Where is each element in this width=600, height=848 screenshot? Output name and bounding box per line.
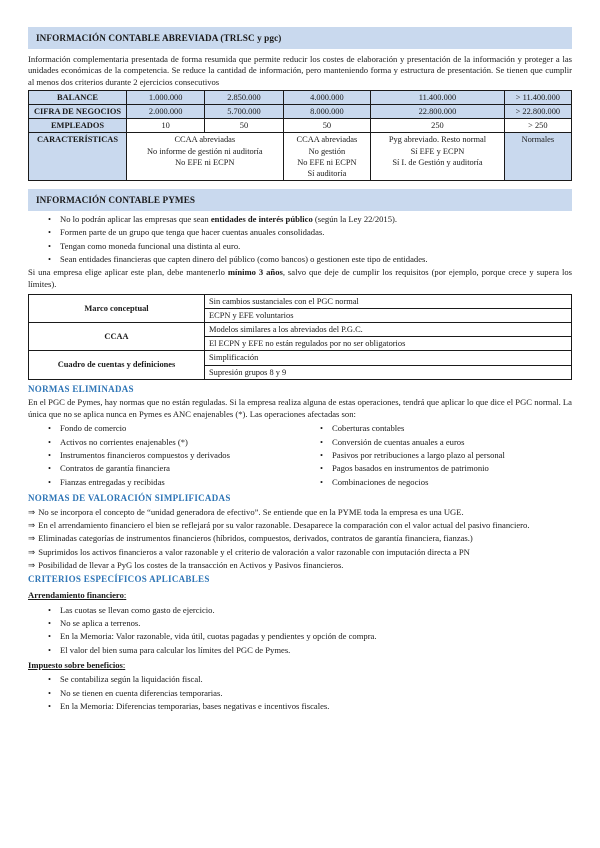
table-cell — [504, 133, 571, 180]
table-cell: Supresión grupos 8 y 9 — [205, 365, 572, 379]
arrow-right-icon: ⇒ — [28, 533, 36, 544]
arrow-right-icon: ⇒ — [28, 560, 36, 571]
right-column — [300, 423, 572, 490]
list-item: • Combinaciones de negocios — [300, 477, 572, 488]
table-cell: El ECPN y EFE no están regulados por no ser obligatorios — [205, 337, 572, 351]
list-item: • Coberturas contables — [300, 423, 572, 434]
normas-valoracion-list — [28, 507, 572, 572]
table-cell: 2.850.000 — [205, 91, 283, 105]
row-label-cifra: CIFRA DE NEGOCIOS — [29, 105, 127, 119]
list-item: • Instrumentos financieros compuestos y derivados — [28, 450, 300, 461]
list-item: ⇒ Posibilidad de llevar a PyG los costes de la transacción en Activos y Pasivos financieros. — [28, 560, 344, 571]
list-item: ⇒ No se incorpora el concepto de “unidad generadora de efectivo”. Se entiende que en la PYME toda la empresa es una UGE. — [28, 506, 464, 517]
table-cell: 2.000.000 — [127, 105, 205, 119]
normas-eliminadas-paragraph: En el PGC de Pymes, hay normas que no están reguladas. Si la empresa realiza alguna de estas operaciones, tendrá que aplicar lo que dice el PGC normal. La única que no se aplica nunca en Pymes es ANC enajenables (*). Las operaciones afectadas son: — [28, 397, 572, 419]
pymes-paragraph: Si una empresa elige aplicar este plan, debe mantenerlo mínimo 3 años, salvo que deje de cumplir los requisitos (por ejemplo, porque crece y supera los límites). — [28, 267, 573, 289]
table-row — [29, 351, 572, 365]
list-item: • Tengan como moneda funcional una distinta al euro. — [28, 241, 572, 252]
heading-normas-valoracion: NORMAS DE VALORACIÓN SIMPLIFICADAS — [28, 492, 231, 503]
pymes-table — [28, 294, 572, 380]
arrow-right-icon: ⇒ — [28, 520, 36, 531]
table-cell: 1.000.000 — [127, 91, 205, 105]
subheading-arrendamiento: Arrendamiento financiero: — [28, 590, 127, 601]
table-cell — [127, 133, 284, 180]
cell-line: CCAA abreviadas — [174, 135, 236, 145]
table-cell: > 250 — [504, 119, 571, 133]
arrendamiento-list — [28, 605, 572, 656]
table-cell: > 22.800.000 — [504, 105, 571, 119]
cell-line: No EFE ni ECPN — [175, 157, 235, 167]
section-title-abreviada: INFORMACIÓN CONTABLE ABREVIADA (TRLSC y pgc) — [28, 27, 572, 49]
row-label-marco: Marco conceptual — [29, 295, 205, 323]
list-item: • No se tienen en cuenta diferencias temporarias. — [28, 688, 572, 699]
table-cell: ECPN y EFE voluntarios — [205, 309, 572, 323]
list-item: • Sean entidades financieras que capten dinero del público (como bancos) o gestionen este tipo de entidades. — [28, 254, 572, 265]
table-row — [29, 105, 572, 119]
list-item: • No lo podrán aplicar las empresas que sean entidades de interés público (según la Ley 22/2015). — [28, 214, 572, 225]
heading-criterios: CRITERIOS ESPECÍFICOS APLICABLES — [28, 574, 210, 585]
cell-line: No EFE ni ECPN — [297, 157, 357, 167]
table-cell: 50 — [283, 119, 371, 133]
table-cell — [371, 133, 505, 180]
table-row — [29, 295, 572, 309]
table-row — [29, 133, 572, 180]
table-cell: 50 — [205, 119, 283, 133]
list-item: • Las cuotas se llevan como gasto de ejercicio. — [28, 605, 572, 616]
list-item: • Contratos de garantía financiera — [28, 463, 300, 474]
cell-line: Normales — [521, 135, 555, 145]
list-item: • No se aplica a terrenos. — [28, 618, 572, 629]
list-item: • Pasivos por retribuciones a largo plazo al personal — [300, 450, 572, 461]
pymes-exclusion-list — [28, 214, 572, 265]
subheading-impuesto: Impuesto sobre beneficios: — [28, 660, 126, 671]
section-title-pymes: INFORMACIÓN CONTABLE PYMES — [28, 189, 572, 211]
table-row — [29, 323, 572, 337]
row-label-caracteristicas: CARACTERÍSTICAS — [29, 133, 127, 180]
list-item: • Activos no corrientes enajenables (*) — [28, 437, 300, 448]
list-item: • Pagos basados en instrumentos de patrimonio — [300, 463, 572, 474]
table-cell: > 11.400.000 — [504, 91, 571, 105]
intro-paragraph: Información complementaria presentada de forma resumida que permite reducir los costes de elaboración y presentación de la información y proteger a las unidades económicas de la competencia. Se reduce la cantidad de información, pero manteniendo forma y estructura de presentación. Se tienen que cumplir al menos dos criterios durante 2 ejercicios consecutivos — [28, 54, 572, 87]
cell-line: Sí EFE y ECPN — [410, 146, 465, 156]
table-cell: 11.400.000 — [371, 91, 505, 105]
limits-table — [28, 90, 572, 181]
normas-eliminadas-columns — [28, 423, 572, 490]
cell-line: CCAA abreviadas — [296, 135, 358, 145]
list-item: ⇒ Suprimidos los activos financieros a valor razonable y el criterio de valoración a valor razonable con imputación directa a PN — [28, 546, 470, 557]
table-cell: Simplificación — [205, 351, 572, 365]
cell-line: No informe de gestión ni auditoría — [146, 146, 263, 156]
table-row — [29, 91, 572, 105]
left-column — [28, 423, 300, 490]
table-cell — [283, 133, 371, 180]
list-item: ⇒ En el arrendamiento financiero el bien se reflejará por su valor razonable. Desaparece la comparación con el valor actual del pasivo financiero. — [28, 520, 530, 531]
list-item: • Conversión de cuentas anuales a euros — [300, 437, 572, 448]
list-item: • En la Memoria: Diferencias temporarias, bases negativas e incentivos fiscales. — [28, 701, 572, 712]
row-label-cuadro: Cuadro de cuentas y definiciones — [29, 351, 205, 379]
list-item: • Formen parte de un grupo que tenga que hacer cuentas anuales consolidadas. — [28, 227, 572, 238]
row-label-balance: BALANCE — [29, 91, 127, 105]
table-cell: Sin cambios sustanciales con el PGC normal — [205, 295, 572, 309]
list-item: • Fianzas entregadas y recibidas — [28, 477, 300, 488]
list-item: ⇒ Eliminadas categorías de instrumentos financieros (híbridos, compuestos, derivados, contratos de garantía financiera, fianzas.) — [28, 533, 473, 544]
cell-line: Pyg abreviado. Resto normal — [388, 135, 487, 145]
arrow-right-icon: ⇒ — [28, 546, 36, 557]
table-cell: Modelos similares a los abreviados del P.G.C. — [205, 323, 572, 337]
table-cell: 22.800.000 — [371, 105, 505, 119]
row-label-ccaa: CCAA — [29, 323, 205, 351]
list-item: • Se contabiliza según la liquidación fiscal. — [28, 674, 572, 685]
arrow-right-icon: ⇒ — [28, 506, 36, 517]
impuesto-list — [28, 674, 572, 712]
cell-line: Sí auditoría — [307, 168, 347, 178]
list-item: • Fondo de comercio — [28, 423, 300, 434]
table-cell: 10 — [127, 119, 205, 133]
table-cell: 250 — [371, 119, 505, 133]
table-cell: 8.000.000 — [283, 105, 371, 119]
cell-line: Sí I. de Gestión y auditoría — [392, 157, 483, 167]
cell-line: No gestión — [308, 146, 346, 156]
heading-normas-eliminadas: NORMAS ELIMINADAS — [28, 383, 134, 394]
row-label-empleados: EMPLEADOS — [29, 119, 127, 133]
list-item: • El valor del bien suma para calcular los límites del PGC de Pymes. — [28, 645, 572, 656]
table-cell: 4.000.000 — [283, 91, 371, 105]
table-row — [29, 119, 572, 133]
table-cell: 5.700.000 — [205, 105, 283, 119]
list-item: • En la Memoria: Valor razonable, vida útil, cuotas pagadas y pendientes y opción de compra. — [28, 631, 572, 642]
